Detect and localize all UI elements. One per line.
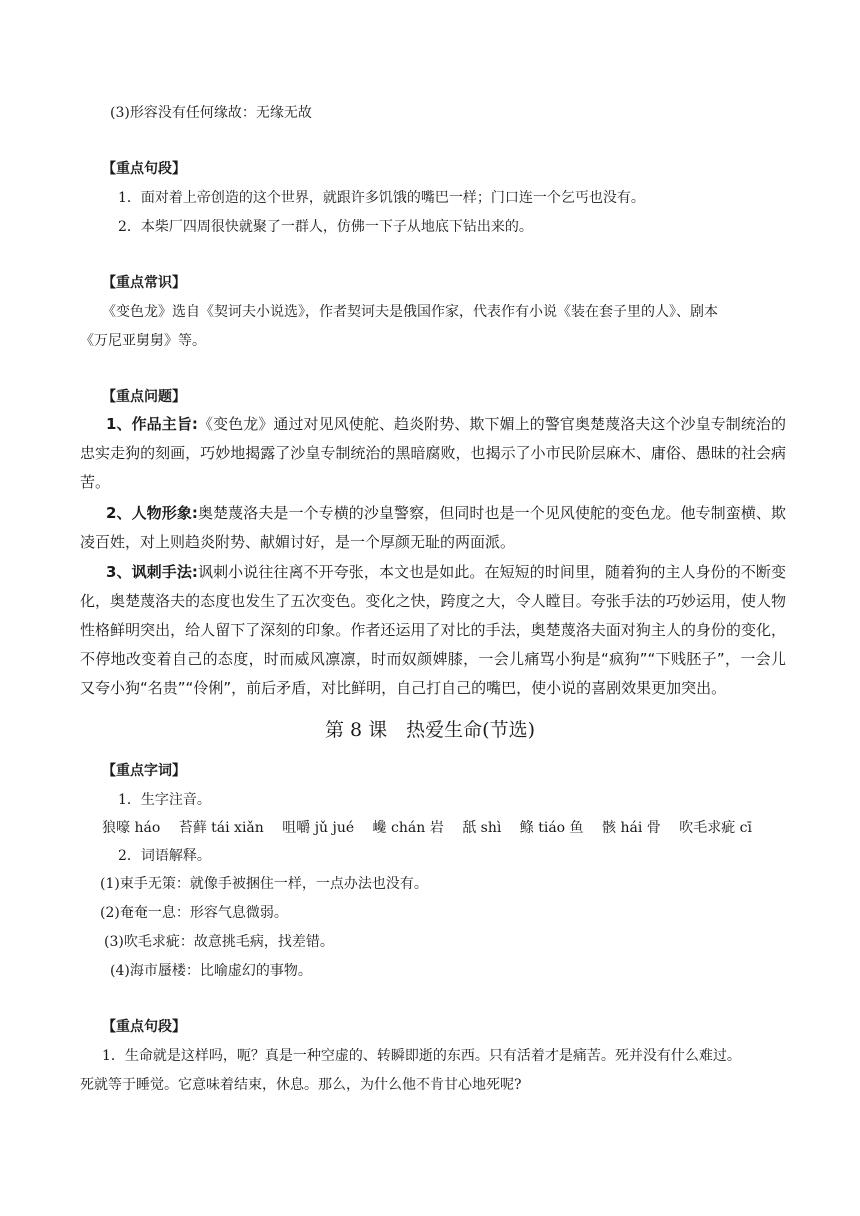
- heading-key-questions: 【重点问题】: [102, 389, 186, 405]
- key-sentence-2: 2．本柴厂四周很快就聚了一群人，仿佛一下子从地底下钻出来的。: [118, 219, 533, 235]
- lesson8-sentence-line-2: 死就等于睡觉。它意味着结束，休息。那么，为什么他不肯甘心地死呢?: [80, 1077, 522, 1093]
- definition-3: (3)形容没有任何缘故：无缘无故: [110, 105, 312, 121]
- knowledge-line-1: 《变色龙》选自《契诃夫小说选》，作者契诃夫是俄国作家，代表作有小说《装在套子里的人》、剧本: [102, 304, 718, 320]
- pinyin-item: 吹毛求疵 cī: [679, 820, 752, 836]
- pinyin-item: 舐 shì: [462, 820, 502, 836]
- explanation-4: (4)海市蜃楼：比喻虚幻的事物。: [110, 963, 312, 979]
- pinyin-label: 1．生字注音。: [118, 792, 211, 808]
- question-1-text: 《变色龙》通过对见风使舵、趋炎附势、欺下媚上的警官奥楚蔑洛夫这个沙皇专制统治的忠实走狗的刻画，巧妙地揭露了沙皇专制统治的黑暗腐败，也揭示了小市民阶层麻木、庸俗、愚昧的社会病苦。: [80, 415, 787, 491]
- question-2-text: 奥楚蔑洛夫是一个专横的沙皇警察，但同时也是一个见风使舵的变色龙。他专制蛮横、欺凌百姓，对上则趋炎附势、献媚讨好，是一个厚颜无耻的两面派。: [80, 504, 787, 551]
- heading-key-sentences: 【重点句段】: [102, 161, 186, 177]
- pinyin-item: 狼嚎 háo: [102, 820, 161, 836]
- pinyin-item: 鲦 tiáo 鱼: [519, 820, 584, 836]
- pinyin-list: [102, 818, 766, 838]
- lesson8-sentence-line-1: 1．生命就是这样吗，呃？真是一种空虚的、转瞬即逝的东西。只有活着才是痛苦。死并没有什么难过。: [102, 1048, 741, 1064]
- question-3-lead: 3、讽刺手法:: [106, 563, 198, 581]
- question-1-theme: [80, 410, 786, 497]
- key-sentence-1: 1．面对着上帝创造的这个世界，就跟许多饥饿的嘴巴一样；门口连一个乞丐也没有。: [118, 190, 645, 206]
- pinyin-item: 巉 chán 岩: [372, 820, 444, 836]
- question-2-character: [80, 499, 786, 557]
- heading-key-knowledge: 【重点常识】: [102, 275, 186, 291]
- question-2-lead: 2、人物形象:: [106, 504, 198, 522]
- pinyin-item: 咀嚼 jǔ jué: [282, 820, 355, 836]
- explanation-3: (3)吹毛求疵：故意挑毛病，找差错。: [104, 934, 334, 950]
- explain-label: 2．词语解释。: [118, 848, 211, 864]
- explanation-1: (1)束手无策：就像手被捆住一样，一点办法也没有。: [100, 876, 428, 892]
- heading-key-sentences-2: 【重点句段】: [102, 1019, 186, 1035]
- pinyin-item: 骸 hái 骨: [602, 820, 661, 836]
- question-3-satire: [80, 558, 786, 703]
- lesson-8-title: 第 8 课 热爱生命(节选): [325, 719, 535, 741]
- explanation-2: (2)奄奄一息：形容气息微弱。: [100, 905, 288, 921]
- question-3-text: 讽刺小说往往离不开夸张，本文也是如此。在短短的时间里，随着狗的主人身份的不断变化，奥楚蔑洛夫的态度也发生了五次变色。变化之快，跨度之大，令人瞠目。夸张手法的巧妙运用，使人物性格鲜明突出，给人留下了深刻的印象。作者还运用了对比的手法，奥楚蔑洛夫面对狗主人的身份的变化，不停地改变着自己的态度，时而威风凛凛，时而奴颜婢膝，一会儿痛骂小狗是“疯狗”“下贱胚子”，一会儿又夸小狗“名贵”“伶俐”，前后矛盾，对比鲜明，自己打自己的嘴巴，使小说的喜剧效果更加突出。: [80, 563, 787, 697]
- heading-key-words: 【重点字词】: [102, 763, 186, 779]
- knowledge-line-2: 《万尼亚舅舅》等。: [80, 333, 206, 349]
- pinyin-item: 苔藓 tái xiǎn: [178, 820, 264, 836]
- question-1-lead: 1、作品主旨:: [106, 415, 198, 433]
